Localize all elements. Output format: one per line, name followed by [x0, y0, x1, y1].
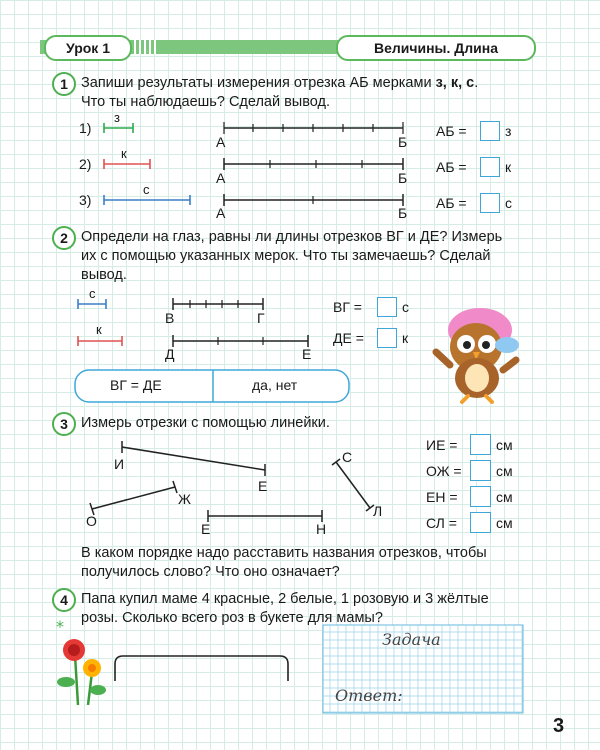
table-left-cell: ВГ = ДЕ [110, 377, 162, 393]
roses-illustration [56, 617, 106, 705]
task-2-line-2: их с помощью указанных мерок. Что ты замечаешь? Сделай [81, 248, 491, 264]
answer-ie-box[interactable] [470, 434, 491, 455]
point-zh: Ж [178, 491, 191, 507]
answer-ie-label: ИЕ = [426, 437, 458, 453]
task-1-line-1-text: Запиши результаты измерения отрезка АБ мерками [81, 75, 436, 91]
answer-ie-unit: см [496, 437, 513, 453]
row-3-start: А [216, 205, 226, 221]
eq-de-label: ДЕ = [333, 330, 364, 346]
row-2-end: Б [398, 170, 408, 186]
task-2-line-3: вывод. [81, 267, 127, 283]
eq-vg-box[interactable] [377, 297, 397, 317]
answer-en-unit: см [496, 489, 513, 505]
row-1-end: Б [398, 134, 408, 150]
row-2-index: 2) [79, 156, 92, 172]
seg-vg-end: Г [257, 310, 265, 326]
segment-ab-3 [224, 194, 403, 206]
row-3-answer-box[interactable] [480, 193, 500, 213]
row-1-label: АБ = [436, 123, 467, 139]
segment-sl [332, 459, 374, 511]
answer-sl-box[interactable] [470, 512, 491, 533]
answer-sl-unit: см [496, 515, 513, 531]
table-right-cell[interactable]: да, нет [252, 377, 298, 393]
task-1-measures: з, к, с [435, 75, 475, 91]
row-1-measure: з [114, 110, 120, 125]
row-3-measure: с [143, 182, 150, 197]
eq-vg-label: ВГ = [333, 299, 362, 315]
answer-ozh-unit: см [496, 463, 513, 479]
row-3-label: АБ = [436, 195, 467, 211]
eq-de-box[interactable] [377, 328, 397, 348]
task-3-question-1: В каком порядке надо расставить названия отрезков, чтобы [81, 545, 487, 561]
row-3-unit: с [505, 195, 512, 211]
task-4-line-1: Папа купил маме 4 красные, 2 белые, 1 розовую и 3 жёлтые [81, 591, 489, 607]
task-2-line-1: Определи на глаз, равны ли длины отрезков ВГ и ДЕ? Измерь [81, 229, 503, 245]
task-4-number: 4 [52, 588, 76, 612]
row-3-end: Б [398, 205, 408, 221]
point-e1: Е [258, 478, 268, 494]
row-1-answer-box[interactable] [480, 121, 500, 141]
lesson-label: Урок 1 [44, 35, 132, 61]
page-number: 3 [553, 715, 565, 737]
task-1-line-1 [81, 74, 478, 92]
grid-label-task: Задача [382, 630, 441, 649]
task-2-number: 2 [52, 226, 76, 250]
seg-de-end: Е [302, 346, 312, 362]
task-3-question-2: получилось слово? Что оно означает? [81, 564, 340, 580]
row-1-unit: з [505, 123, 512, 139]
point-e2: Е [201, 521, 211, 537]
segment-en [208, 510, 322, 522]
eq-de-unit: к [402, 330, 409, 346]
segment-ie [122, 441, 265, 476]
row-2-measure: к [121, 146, 127, 161]
task-4-line-2: розы. Сколько всего роз в букете для мамы? [81, 610, 383, 626]
row-2-label: АБ = [436, 159, 467, 175]
row-1-index: 1) [79, 120, 92, 136]
segment-ozh [90, 481, 177, 515]
measure-k-2 [78, 336, 122, 346]
row-1-start: А [216, 134, 226, 150]
answer-en-box[interactable] [470, 486, 491, 507]
grid-label-answer: Ответ: [335, 686, 403, 705]
seg-vg-start: В [165, 310, 175, 326]
measure-k-label: к [96, 322, 102, 337]
point-s: С [342, 449, 353, 465]
measure-s-label: с [89, 286, 96, 301]
point-n: Н [316, 521, 327, 537]
task-1-line-2: Что ты наблюдаешь? Сделай вывод. [81, 94, 331, 110]
answer-en-label: ЕН = [426, 489, 458, 505]
svg-text:*: * [56, 617, 64, 636]
row-3-index: 3) [79, 192, 92, 208]
task-3-number: 3 [52, 412, 76, 436]
point-o: О [86, 513, 97, 529]
segment-de [173, 335, 308, 347]
task-3-instruction: Измерь отрезки с помощью линейки. [81, 415, 330, 431]
answer-sl-label: СЛ = [426, 515, 457, 531]
seg-de-start: Д [165, 346, 175, 362]
row-2-unit: к [505, 159, 512, 175]
point-i: И [114, 456, 125, 472]
answer-ozh-label: ОЖ = [426, 463, 462, 479]
measure-k [104, 159, 150, 169]
page-title: Величины. Длина [336, 35, 536, 61]
answer-ozh-box[interactable] [470, 460, 491, 481]
task-1-line-1-end: . [474, 75, 479, 91]
row-2-answer-box[interactable] [480, 157, 500, 177]
row-2-start: А [216, 170, 226, 186]
task-1-number: 1 [52, 72, 76, 96]
segment-vg [173, 298, 263, 310]
bouquet-bracket [115, 656, 288, 681]
owl-illustration [436, 308, 519, 402]
point-l: Л [373, 503, 383, 519]
segment-ab-2 [224, 158, 403, 170]
eq-vg-unit: с [402, 299, 409, 315]
